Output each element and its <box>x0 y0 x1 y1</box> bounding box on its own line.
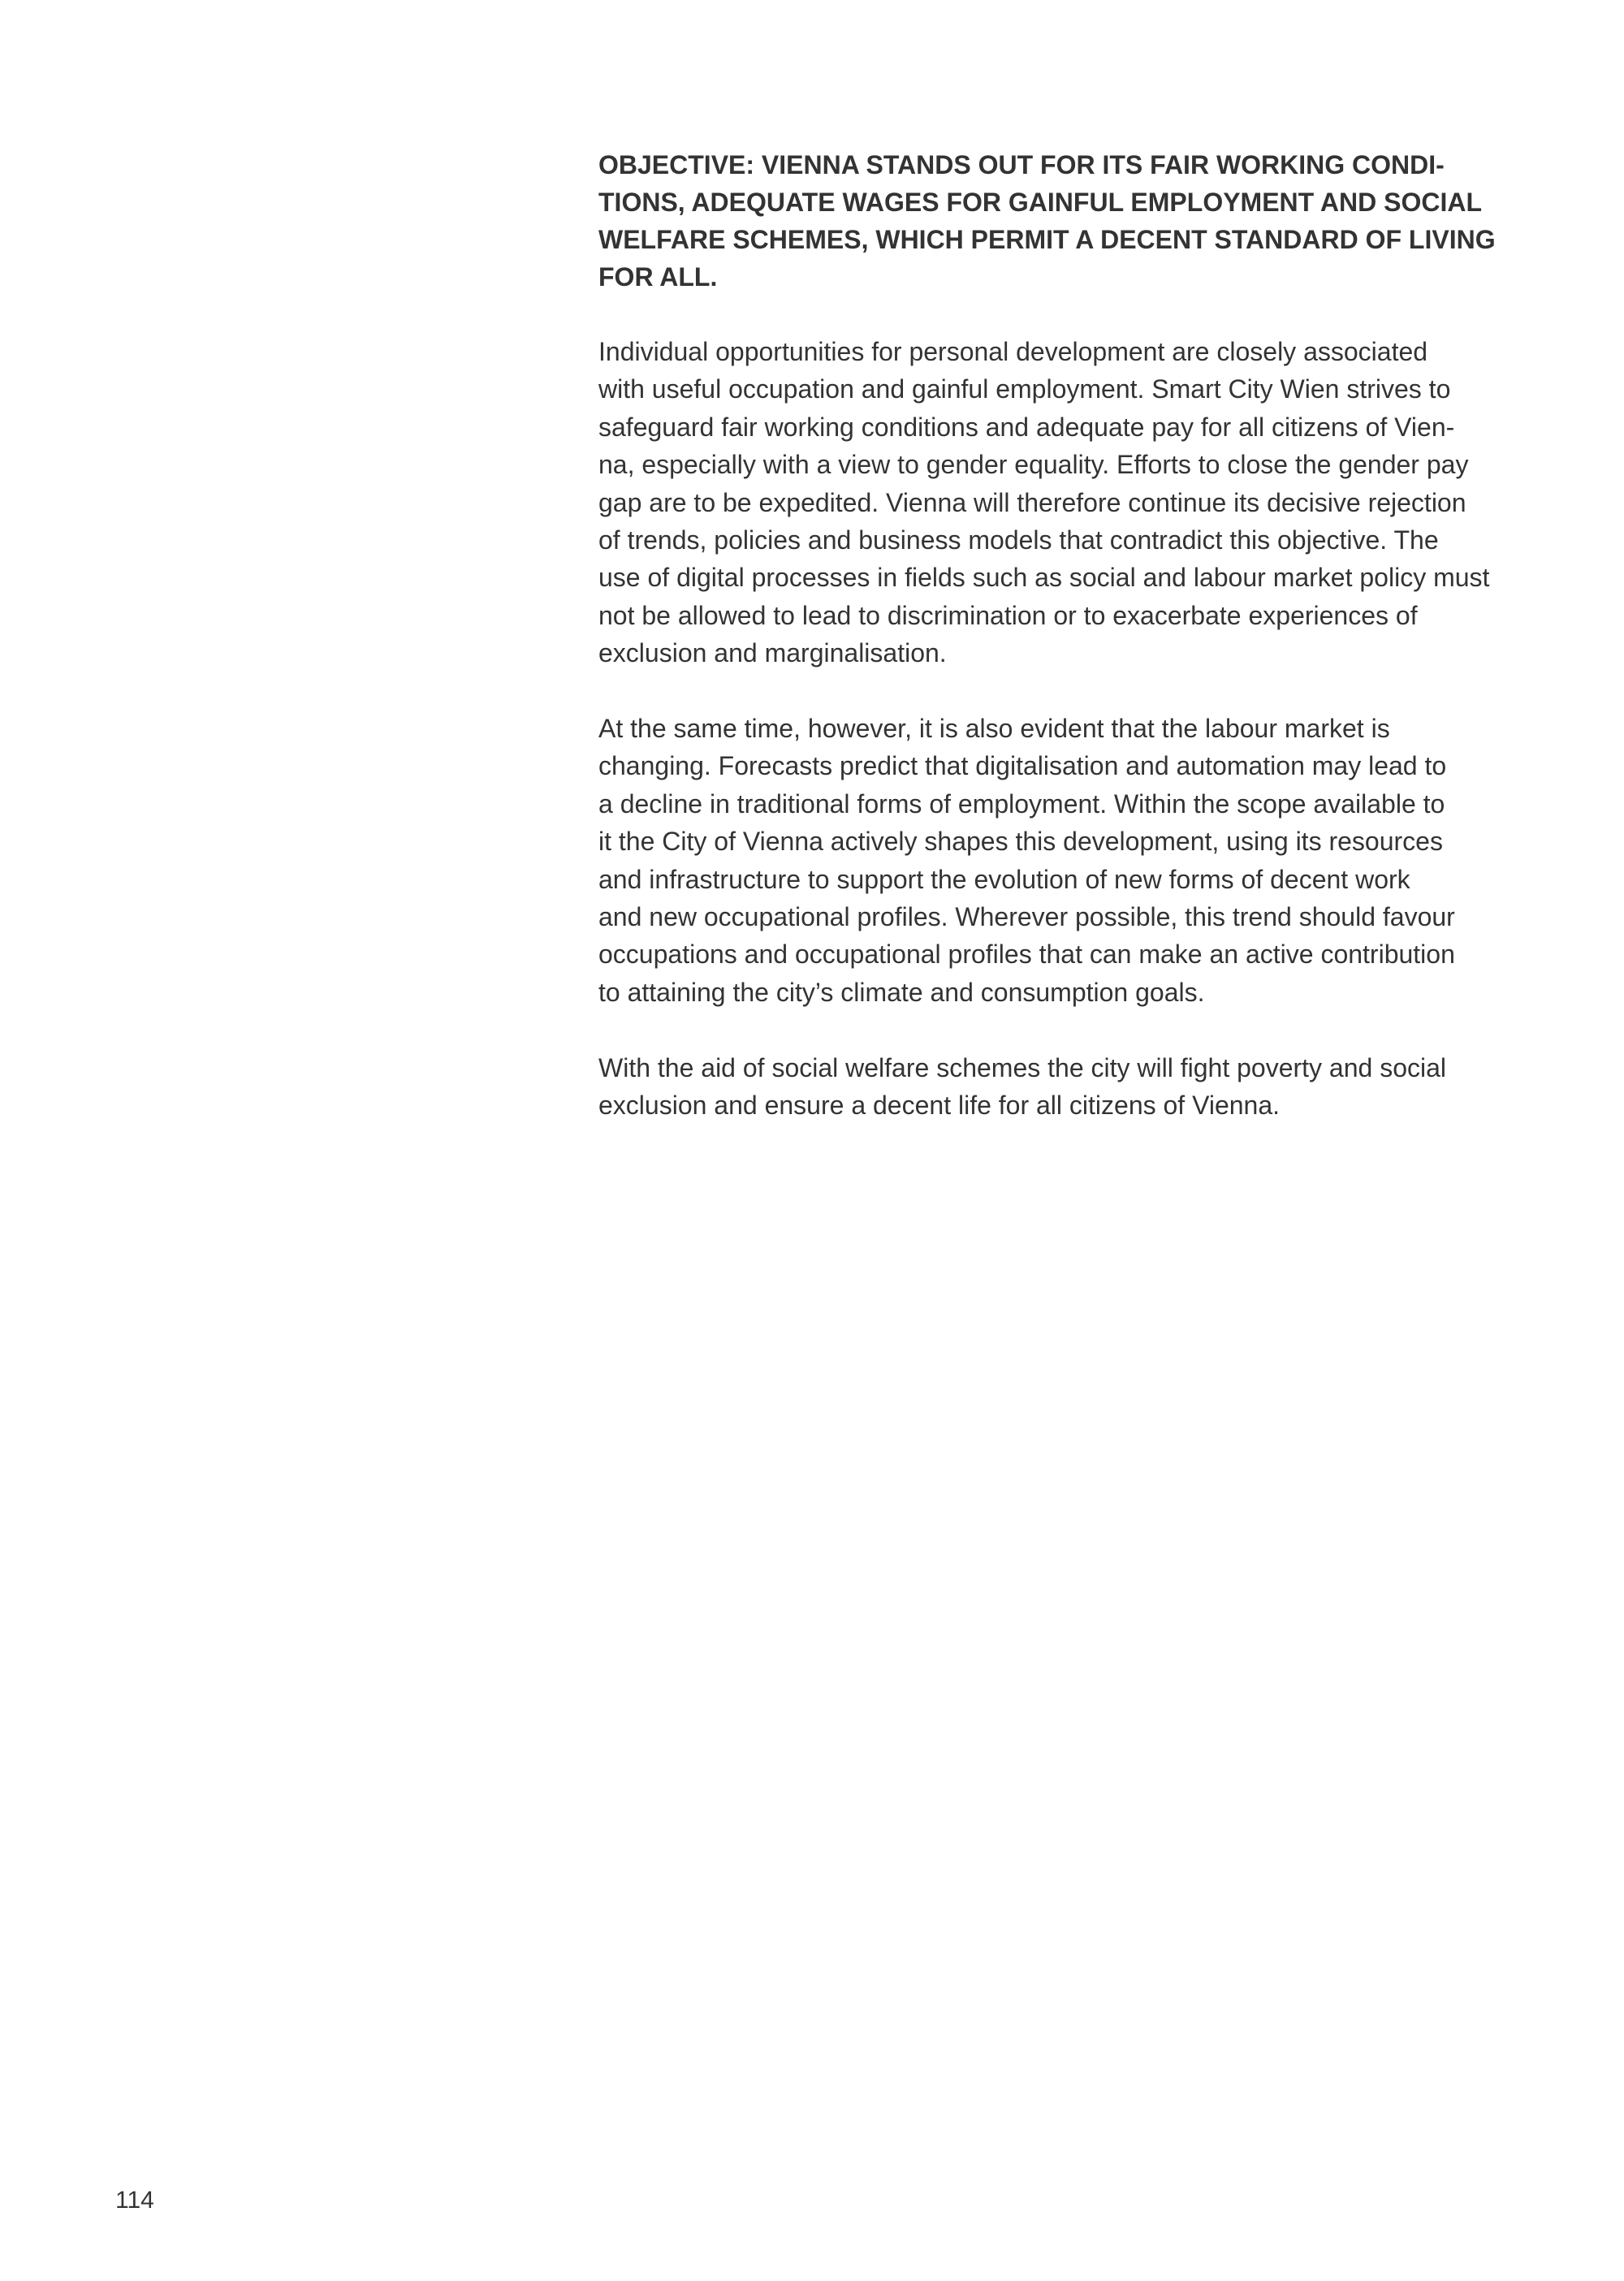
paragraph-line: it the City of Vienna actively shapes this development, using its resources <box>598 827 1443 857</box>
paragraph-line: and infrastructure to support the evolution of new forms of decent work <box>598 864 1410 894</box>
spacer <box>598 1011 1532 1048</box>
paragraph-line: Individual opportunities for personal development are closely associated <box>598 337 1428 366</box>
page-number: 114 <box>115 2187 154 2214</box>
paragraph-line: changing. Forecasts predict that digitalisation and automation may lead to <box>598 751 1447 781</box>
paragraph-line: At the same time, however, it is also evident that the labour market is <box>598 714 1390 744</box>
paragraph-social-welfare <box>598 1049 1532 1125</box>
heading-line: WELFARE SCHEMES, WHICH PERMIT A DECENT STANDARD OF LIVING <box>598 225 1496 254</box>
heading-line: OBJECTIVE: VIENNA STANDS OUT FOR ITS FAIR WORKING CONDI- <box>598 150 1445 179</box>
paragraph-labour-market <box>598 710 1532 1011</box>
heading-line: TIONS, ADEQUATE WAGES FOR GAINFUL EMPLOYMENT AND SOCIAL <box>598 188 1483 217</box>
paragraph-line: With the aid of social welfare schemes the city will fight poverty and social <box>598 1052 1447 1082</box>
paragraph-line: not be allowed to lead to discrimination or to exacerbate experiences of <box>598 600 1418 630</box>
paragraph-line: safeguard fair working conditions and adequate pay for all citizens of Vien- <box>598 412 1455 442</box>
paragraph-line: of trends, policies and business models that contradict this objective. The <box>598 525 1439 555</box>
spacer <box>598 296 1532 333</box>
heading-line: FOR ALL. <box>598 262 718 292</box>
page-content <box>598 146 1532 1125</box>
paragraph-line: to attaining the city’s climate and consumption goals. <box>598 977 1205 1007</box>
paragraph-line: and new occupational profiles. Wherever possible, this trend should favour <box>598 902 1455 932</box>
paragraph-line: use of digital processes in fields such as social and labour market policy must <box>598 563 1490 593</box>
paragraph-line: gap are to be expedited. Vienna will therefore continue its decisive rejection <box>598 487 1466 517</box>
paragraph-opportunities <box>598 333 1532 672</box>
objective-heading <box>598 146 1532 296</box>
paragraph-line: with useful occupation and gainful employment. Smart City Wien strives to <box>598 374 1451 404</box>
paragraph-line: exclusion and ensure a decent life for all citizens of Vienna. <box>598 1091 1281 1121</box>
paragraph-line: occupations and occupational profiles that can make an active contribution <box>598 940 1455 970</box>
paragraph-line: a decline in traditional forms of employment. Within the scope available to <box>598 788 1445 819</box>
paragraph-line: na, especially with a view to gender equality. Efforts to close the gender pay <box>598 450 1469 480</box>
spacer <box>598 672 1532 710</box>
paragraph-line: exclusion and marginalisation. <box>598 638 947 668</box>
